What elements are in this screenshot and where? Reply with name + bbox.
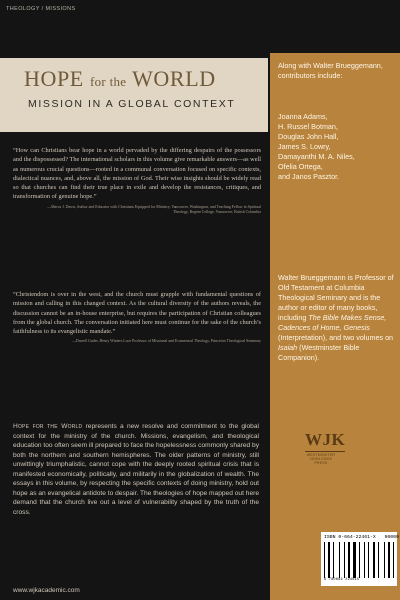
bio-book-titles: The Bible Makes Sense, Cadences of Home, Genesis (278, 313, 387, 332)
barcode-bar (368, 542, 369, 578)
barcode-bar (378, 542, 379, 578)
barcode-bar (388, 542, 390, 578)
endorsement-quote: “Christendom is over in the west, and the church must grapple with fundamental questions of mission and calling in this changed context. As the cultural diversity of the authors reveals, the discussion cannot be an in-house enterprise, but requires the participation of Christian colleagues from the global church. The conversation initiated here must continue for the sake of the church’s faithfulness to its evangelistic mandate.” (13, 291, 261, 336)
isbn-number (324, 535, 399, 540)
contributor-name: H. Russel Botman, (278, 122, 338, 131)
publisher-logo (305, 430, 346, 465)
endorsement-quote: “How can Christians bear hope in a world pervaded by the differing despairs of the possessors and the dispossessed? The international scholars in this volume give remarkable answers—as well as numerous crucial questions—rooted in a communal conversation focused on specific contexts, dialectical nuances, and, above all, the mission of God. Their wise insights should be widely read so that churches can find their true place in exile and develop the resistances, critiques, and transformation of genuine hope.” (13, 147, 261, 201)
barcode-bar (393, 542, 394, 578)
contributor-name: Ofelia Ortega, (278, 162, 323, 171)
contributors-panel (270, 53, 400, 600)
category-label: THEOLOGY / MISSIONS (6, 6, 76, 12)
title-hope: HOPE (24, 66, 84, 91)
book-description (13, 422, 259, 517)
book-title (24, 66, 216, 92)
barcode-bar (359, 542, 360, 578)
author-bio (278, 273, 396, 363)
contributors-intro: Along with Walter Brueggemann, contributors include: (278, 61, 383, 80)
contributor-name: Joanna Adams, (278, 112, 328, 121)
barcode-bar (364, 542, 365, 578)
contributor-name: James S. Lowry, (278, 142, 331, 151)
barcode-bar (348, 542, 350, 578)
book-subtitle: MISSION IN A GLOBAL CONTEXT (28, 98, 236, 110)
title-for-the: for the (89, 74, 127, 89)
endorsement-attribution: —Marva J. Dawn, Author and Educator with Christians Equipped for Ministry, Vancouver, Washington, and Teaching Fellow in Spiritual Theology, Regent College, Vancouver, British Columbia (47, 204, 261, 215)
bio-book-title: Isaiah (278, 343, 298, 352)
isbn-text: ISBN 0-664-22461-X (324, 535, 376, 540)
publisher-logo-text: WESTMINSTER JOHN KNOX PRESS (306, 453, 336, 465)
barcode-bar (339, 542, 340, 578)
ean-number: 9 780664 224615 (324, 578, 360, 582)
endorsement-2 (13, 290, 261, 345)
publisher-logo-mark: WJK (305, 430, 345, 452)
contributor-name: and Janos Pasztor. (278, 172, 340, 181)
barcode-bars (324, 542, 394, 578)
contributors-list (278, 112, 396, 182)
title-world: WORLD (132, 66, 216, 91)
description-body: represents a new resolve and commitment to the global context for the ministry of the church. Missions, evangelism, and theological education too often seem ill prepared to face the hopelessness commonly shared by both the northern and southern hemispheres. The older patterns of ministry, still unwittingly triumphalistic, cannot cope with the deeply rooted spiritual crisis that is manifested economically, politically, and militarily in the globalization of wealth. The essays in this volume, by respecting the specific contexts of doing ministry, hold out hope as an evangelical antidote to despair. The theologies of hope mapped out here demand that the church live out a level of vulnerability shaped by the truth of the cross. (13, 423, 259, 516)
barcode-bar (324, 542, 325, 578)
barcode-bar (384, 542, 385, 578)
contributor-name: Douglas John Hall, (278, 132, 339, 141)
endorsement-attribution: —Darrell Guder, Henry Winters Luce Professor of Missional and Ecumenical Theology, Princeton Theological Seminary (72, 339, 261, 344)
description-lead: Hope for the World (13, 423, 83, 430)
contributor-name: Damayanthi M. A. Niles, (278, 152, 355, 161)
barcode (321, 532, 397, 586)
endorsement-1 (13, 146, 261, 216)
barcode-bar (373, 542, 375, 578)
publisher-url[interactable]: www.wjkacademic.com (13, 587, 80, 594)
barcode-bar (344, 542, 345, 578)
price-code: 90000 (384, 535, 399, 540)
bio-text: (Interpretation), and two volumes on (278, 333, 394, 342)
barcode-bar (328, 542, 330, 578)
barcode-bar (353, 542, 356, 578)
barcode-bar (333, 542, 334, 578)
bio-text: (Westminster Bible Companion). (278, 343, 360, 362)
bio-text: Walter Brueggemann is Professor of Old Testament at Columbia Theological Seminary and is the author or editor of many books, including (278, 273, 394, 322)
